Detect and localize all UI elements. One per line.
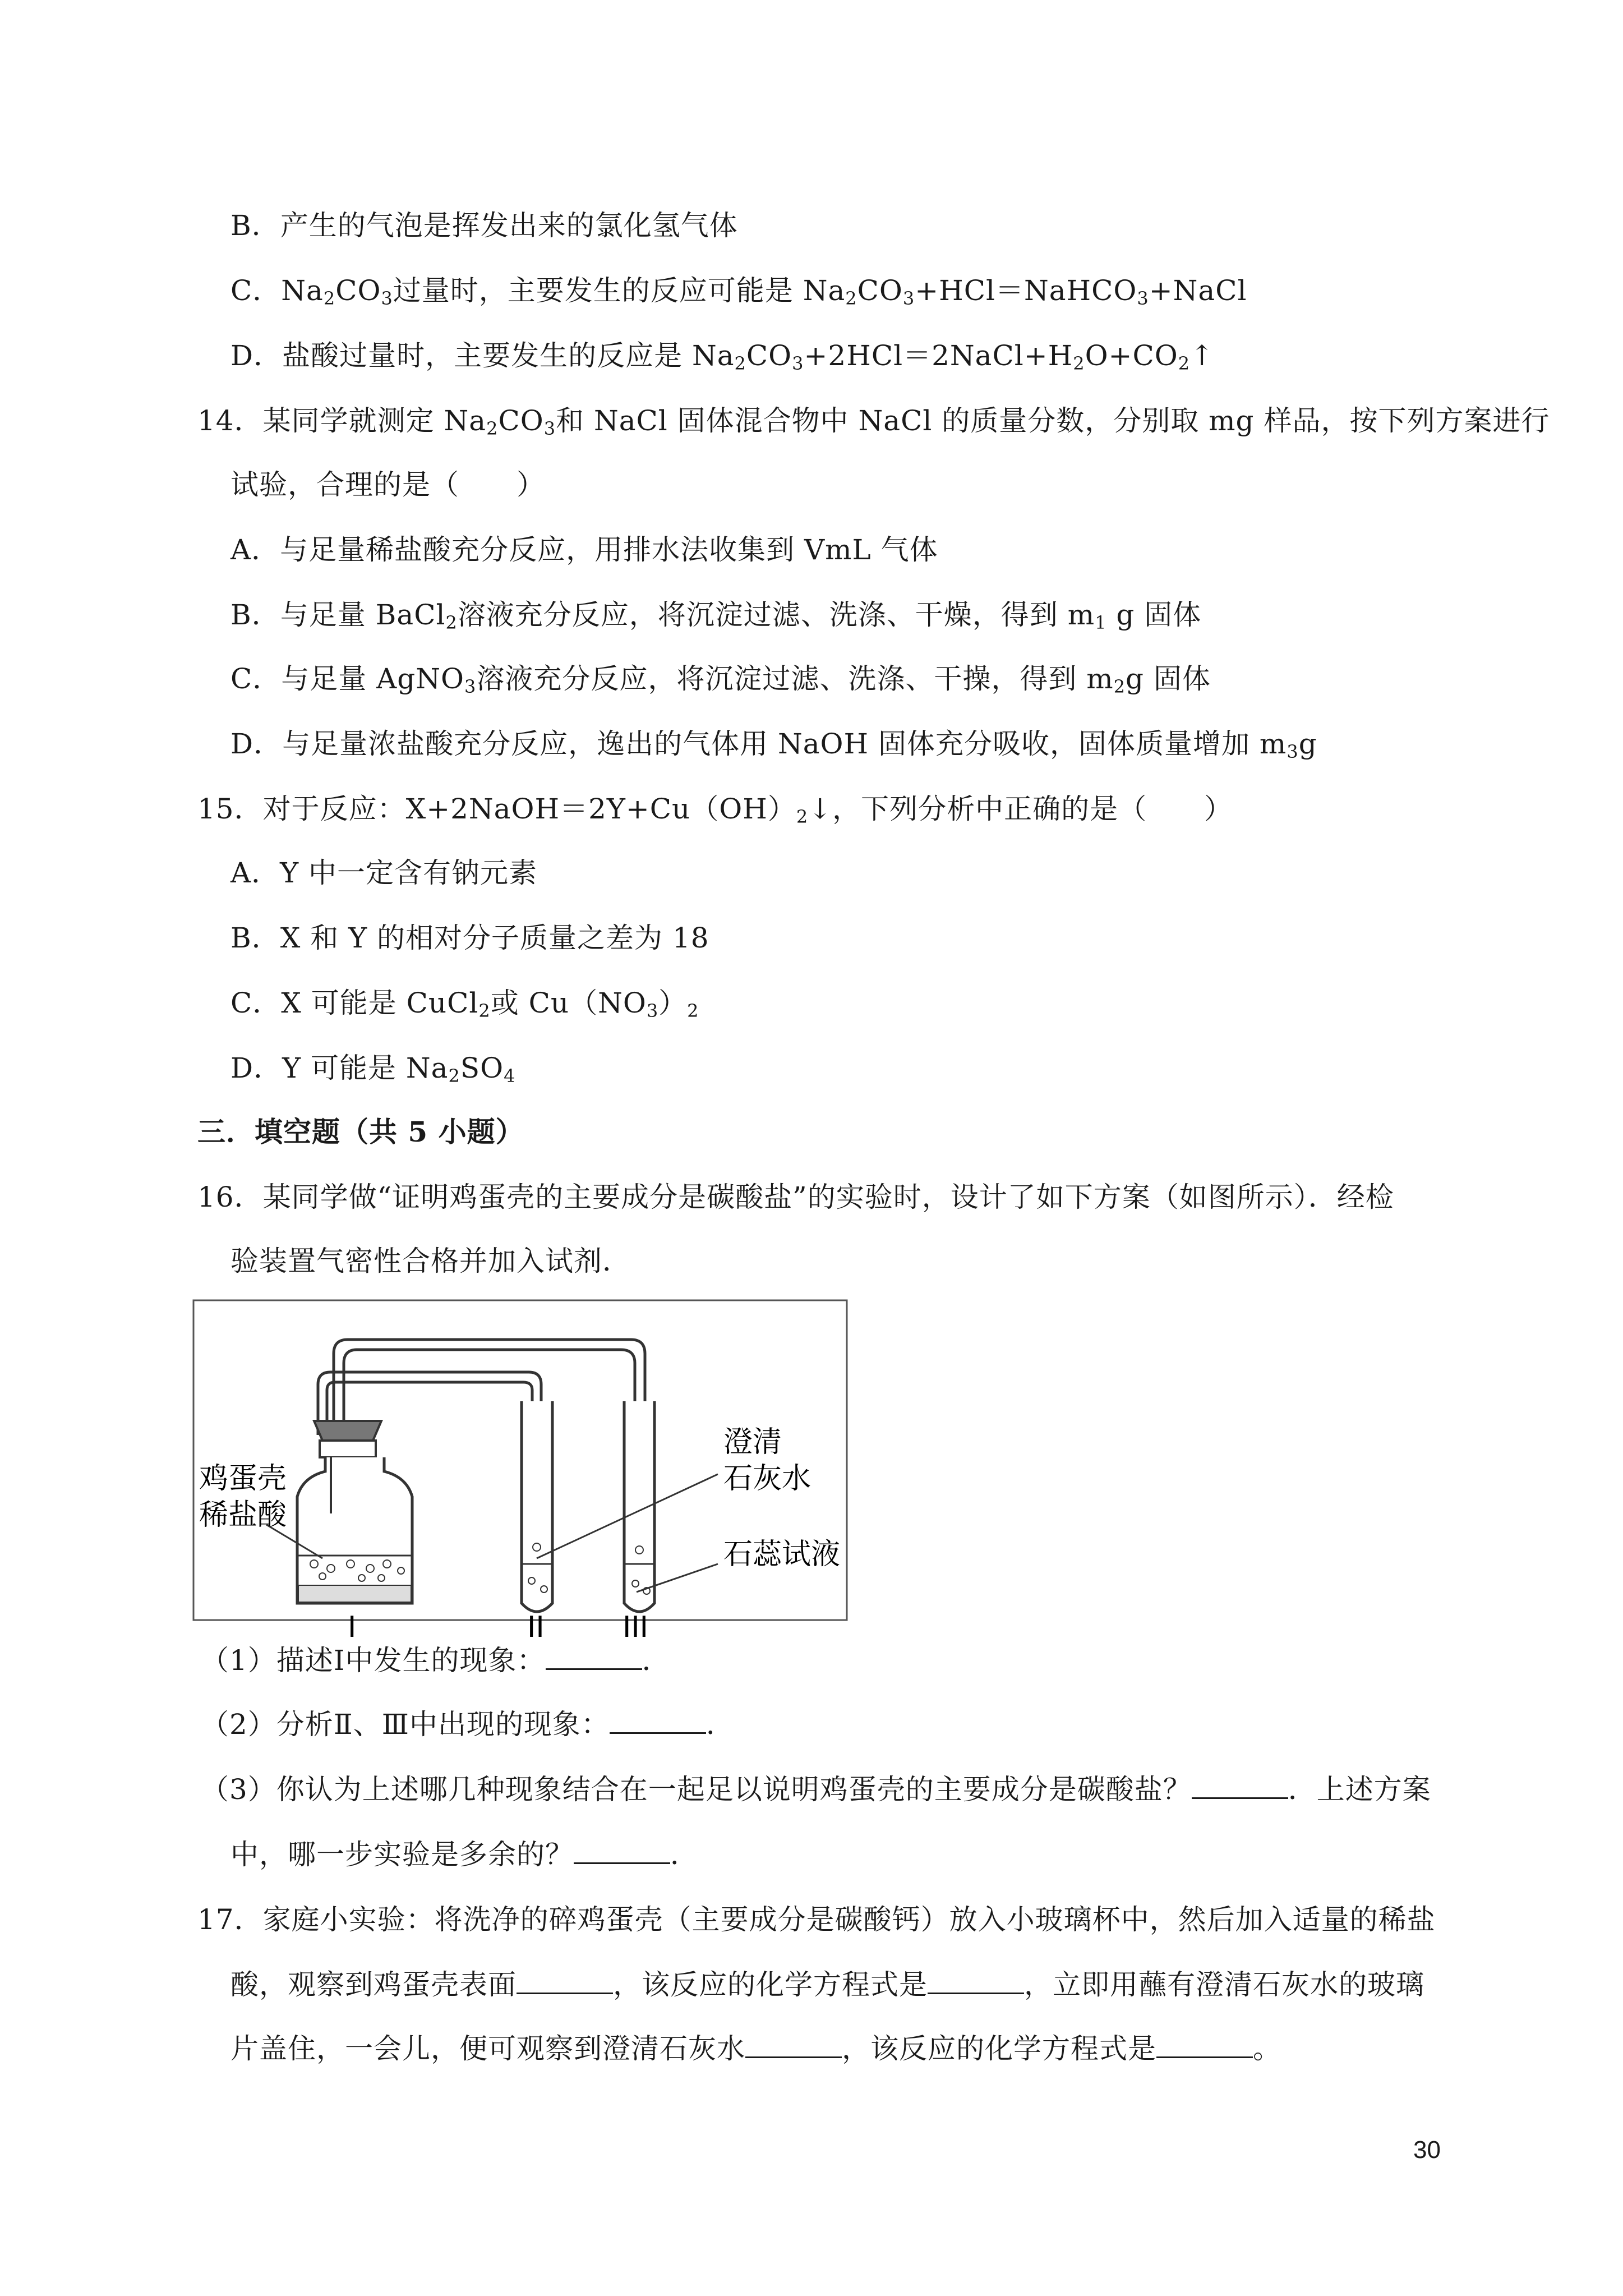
- q14-option-d: D．与足量浓盐酸充分反应，逸出的气体用 NaOH 固体充分吸收，固体质量增加 $m_3g$: [230, 728, 1317, 762]
- answer-blank[interactable]: [1156, 2034, 1253, 2058]
- label-acid: 稀盐酸: [199, 1498, 287, 1532]
- label-eggshell: 鸡蛋壳: [199, 1462, 287, 1496]
- q17-stem: 17．家庭小实验：将洗净的碎鸡蛋壳（主要成分是碳酸钙）放入小玻璃杯中，然后加入适量的稀盐: [197, 1903, 1436, 1936]
- q14-stem: 14．某同学就测定 $Na_2CO_3$和 NaCl 固体混合物中 NaCl 的质量分数，分别取 mg 样品，按下列方案进行: [197, 404, 1550, 439]
- label-I: I: [348, 1611, 357, 1644]
- q15-stem: 15．对于反应：$X+2NaOH=2Y+Cu(OH)_2↓$，下列分析中正确的是（ ）: [197, 793, 1233, 827]
- q16-stem: 16．某同学做“证明鸡蛋壳的主要成分是碳酸盐”的实验时，设计了如下方案（如图所示）．经检: [197, 1181, 1394, 1213]
- flask-I: [297, 1457, 412, 1603]
- q14-option-c: C．与足量 AgNO$_3$溶液充分反应，将沉淀过滤、洗涤、干操，得到 $m_2g$ 固体: [230, 662, 1211, 697]
- label-limewater-2: 石灰水: [723, 1462, 811, 1496]
- q13-option-b: B．产生的气泡是挥发出来的氯化氢气体: [230, 209, 738, 242]
- q17-line3: 片盖住，一会儿，便可观察到澄清石灰水 ，该反应的化学方程式是 。: [230, 2032, 1281, 2065]
- q16-stem-cont: 验装置气密性合格并加入试剂．: [230, 1245, 631, 1277]
- stopper: [314, 1421, 381, 1441]
- q14-option-a: A．与足量稀盐酸充分反应，用排水法收集到 VmL 气体: [230, 533, 938, 566]
- q13-option-c: C．$Na_2CO_3$过量时，主要发生的反应可能是 $Na_2CO_3+HCl=NaHCO_3+NaCl$: [230, 274, 1247, 309]
- answer-blank[interactable]: [1192, 1775, 1288, 1799]
- q15-option-a: A．Y 中一定含有钠元素: [230, 857, 538, 889]
- q13-option-d: D．盐酸过量时，主要发生的反应是 $Na_2CO_3+2HCl=2NaCl+H_2O+CO_2↑$: [230, 339, 1214, 374]
- answer-blank[interactable]: [517, 1970, 613, 1994]
- answer-blank[interactable]: [546, 1646, 642, 1670]
- label-litmus: 石蕊试液: [723, 1538, 841, 1571]
- answer-blank[interactable]: [928, 1970, 1024, 1994]
- q14-option-b: B．与足量 BaCl$_2$溶液充分反应，将沉淀过滤、洗涤、干燥，得到 $m_1$ g 固体: [230, 599, 1202, 633]
- q14-stem-cont: 试验，合理的是（ ）: [230, 468, 545, 501]
- q16-sub2: （2）分析Ⅱ、Ⅲ中出现的现象： ．: [201, 1708, 735, 1741]
- test-tube-II: [522, 1401, 552, 1612]
- apparatus-figure: [193, 1300, 850, 1644]
- q16-sub3: （3）你认为上述哪几种现象结合在一起足以说明鸡蛋壳的主要成分是碳酸盐？ ．上述方案: [201, 1773, 1431, 1806]
- q16-sub3-cont: 中，哪一步实验是多余的？ ．: [230, 1838, 699, 1871]
- answer-blank[interactable]: [745, 2034, 842, 2058]
- q16-sub1: （1）描述Ⅰ中发生的现象： ．: [201, 1644, 671, 1677]
- q15-option-b: B．X 和 Y 的相对分子质量之差为 18: [230, 922, 709, 954]
- label-II: II: [527, 1611, 545, 1644]
- page-number: 30: [1413, 2136, 1441, 2164]
- q15-option-c: C．X 可能是 CuCl$_2$或 $Cu(NO_3)_2$: [230, 987, 699, 1022]
- section-heading: 三．填空题（共 5 小题）: [197, 1115, 524, 1148]
- q17-line2: 酸，观察到鸡蛋壳表面 ，该反应的化学方程式是 ，立即用蘸有澄清石灰水的玻璃: [230, 1968, 1424, 2001]
- label-limewater-1: 澄清: [723, 1425, 782, 1459]
- label-III: III: [623, 1611, 649, 1644]
- answer-blank[interactable]: [574, 1840, 670, 1864]
- q15-option-d: D．Y 可能是 $Na_2SO_4$: [230, 1052, 516, 1087]
- answer-blank[interactable]: [610, 1710, 706, 1734]
